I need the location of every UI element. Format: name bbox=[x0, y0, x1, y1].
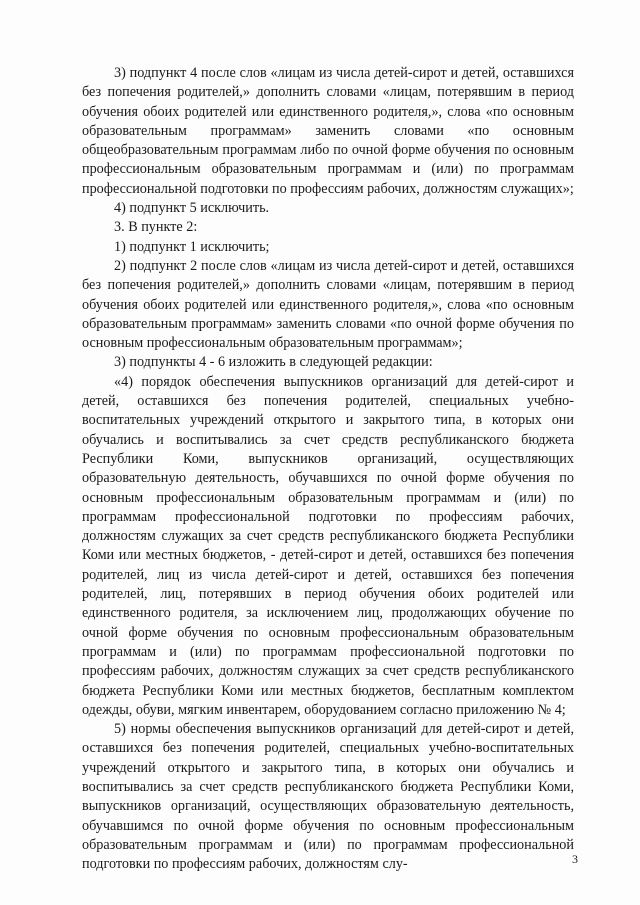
paragraph-new-point-5: 5) нормы обеспечения выпускников организаций для детей-сирот и детей, оставшихся без попечения родителей, специальных учебно-воспитательных учреждений открытого и закрытого типа, в которых они обучались и воспитывались за счет средств республиканского бюджета Республики Коми, выпускников организаций, осуществляющих образовательную деятельность, обучавшимся по очной форме обучения по основным профессиональным образовательным программам и (или) по программам профессиональной подготовки по профессиям рабочих, должностям слу- bbox=[82, 721, 574, 873]
paragraph-subpoint-1: 1) подпункт 1 исключить; bbox=[114, 238, 270, 255]
paragraph-subpoint-3-a: 3) подпункт 4 после слов «лицам из числа детей-сирот и детей, оставшихся без попечения родителей,» дополнить словами «лицам, потерявшим в период обучения обоих родителей или единственного родителя,», слова «по основным образовательным программам» заменить словами «по основным общеобразовательным программам либо по очной форме обучения по основным профессиональным образовательным программам и (или) по программам профессиональной подготовки по профессиям рабочих, должностям служащих»; bbox=[82, 65, 574, 197]
paragraph-subpoint-4: 4) подпункт 5 исключить. bbox=[114, 200, 270, 217]
paragraph-point-3: 3. В пункте 2: bbox=[114, 219, 198, 236]
paragraph-subpoint-3-b: 3) подпункты 4 - 6 изложить в следующей редакции: bbox=[114, 354, 433, 371]
document-body bbox=[82, 64, 574, 874]
paragraph-subpoint-2: 2) подпункт 2 после слов «лицам из числа детей-сирот и детей, оставшихся без попечения родителей,» дополнить словами «лицам, потерявшим в период обучения обоих родителей или единственного родителя,», слова «по основным образовательным программам» заменить словами «по очной форме обучения по основным профессиональным образовательным программам»; bbox=[82, 257, 574, 352]
page-number: 3 bbox=[572, 852, 578, 866]
paragraph-new-point-4: «4) порядок обеспечения выпускников организаций для детей-сирот и детей, оставшихся без попечения родителей, специальных учебно-воспитательных учреждений открытого и закрытого типа, в которых они обучались и воспитывались за счет средств республиканского бюджета Республики Коми, выпускников организаций, осуществляющих образовательную деятельность, обучавшихся по очной форме обучения по основным профессиональным образовательным программам и (или) по программам профессиональной подготовки по профессиям рабочих, должностям служащих за счет средств республиканского бюджета Республики Коми или местных бюджетов, - детей-сирот и детей, оставшихся без попечения родителей, лиц из числа детей-сирот и детей, оставшихся без попечения родителей, лиц, потерявших в период обучения обоих родителей или единственного родителя, за исключением лиц, продолжающих обучение по очной форме обучения по основным профессиональным образовательным программам и (или) по программам профессиональной подготовки по профессиям рабочих, должностям служащих за счет средств республиканского бюджета Республики Коми или местных бюджетов, бесплатным комплектом одежды, обуви, мягким инвентарем, оборудованием согласно приложению № 4; bbox=[82, 373, 574, 718]
